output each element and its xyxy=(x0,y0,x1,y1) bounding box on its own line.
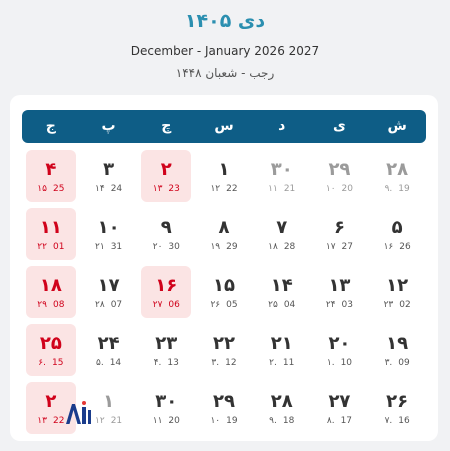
secondary-dates xyxy=(141,416,191,426)
secondary-dates xyxy=(372,184,422,194)
jalali-day-number: ۲۹ xyxy=(328,159,351,180)
day-cell[interactable] xyxy=(315,324,365,376)
hijri-day-number: ۲۴ xyxy=(325,300,336,310)
gregorian-day-number: 21 xyxy=(110,416,123,426)
gregorian-day-number: 30 xyxy=(168,242,180,252)
weekday-label: چ xyxy=(161,118,172,134)
hijri-day-number: ۱۳ xyxy=(152,184,163,194)
day-cell[interactable] xyxy=(141,324,191,376)
gregorian-day-number: 08 xyxy=(52,300,65,310)
jalali-day-number: ۲ xyxy=(45,391,57,412)
jalali-day-number: ۱۷ xyxy=(97,275,120,296)
gregorian-day-number: 14 xyxy=(109,358,122,368)
day-cell-holiday[interactable] xyxy=(141,266,191,318)
weekday-label: س xyxy=(214,118,234,134)
secondary-dates xyxy=(372,358,422,368)
hijri-day-number: ۹. xyxy=(384,184,393,194)
secondary-dates xyxy=(372,242,422,252)
day-cell[interactable] xyxy=(315,150,365,202)
hijri-day-number: ۳. xyxy=(384,358,393,368)
hijri-day-number: ۲۸ xyxy=(95,300,105,310)
gregorian-day-number: 19 xyxy=(226,416,238,426)
hijri-day-number: ۶. xyxy=(38,358,46,368)
hijri-day-number: ۲۵ xyxy=(268,300,278,310)
jalali-day-number: ۸ xyxy=(218,217,230,238)
secondary-dates xyxy=(372,416,422,426)
jalali-day-number: ۱۰ xyxy=(97,217,120,238)
jalali-day-number: ۲۳ xyxy=(155,333,178,354)
day-cell[interactable] xyxy=(257,208,307,260)
gregorian-day-number: 26 xyxy=(399,242,411,252)
jalali-day-number: ۱۵ xyxy=(213,275,235,296)
gregorian-day-number: 23 xyxy=(168,184,180,194)
day-cell[interactable] xyxy=(199,382,249,434)
gregorian-day-number: 27 xyxy=(341,242,353,252)
secondary-dates xyxy=(315,184,365,194)
gregorian-day-number: 11 xyxy=(282,358,295,368)
gregorian-day-number: 01 xyxy=(52,242,65,252)
jalali-day-number: ۲۶ xyxy=(386,391,409,412)
day-cell[interactable] xyxy=(372,266,422,318)
hijri-day-number: ۱۵ xyxy=(37,184,47,194)
day-cell[interactable] xyxy=(84,266,134,318)
secondary-dates xyxy=(26,184,76,194)
logo-icon xyxy=(62,398,94,430)
gregorian-day-number: 19 xyxy=(398,184,410,194)
hijri-day-number: ۱۹ xyxy=(210,242,221,252)
hijri-day-number: ۱۴ xyxy=(95,184,105,194)
gregorian-day-number: 16 xyxy=(398,416,410,426)
secondary-dates xyxy=(315,358,365,368)
jalali-day-number: ۳۰ xyxy=(155,391,178,412)
hijri-day-number: ۱۱ xyxy=(268,184,278,194)
gregorian-day-number: 09 xyxy=(398,358,410,368)
day-cell-holiday[interactable] xyxy=(26,208,76,260)
gregorian-day-number: 20 xyxy=(168,416,180,426)
jalali-day-number: ۱۱ xyxy=(39,217,62,238)
hijri-day-number: ۲۲ xyxy=(37,242,47,252)
hijri-day-number: ۱۰ xyxy=(210,416,221,426)
day-cell[interactable] xyxy=(257,382,307,434)
secondary-dates xyxy=(257,416,307,426)
gregorian-day-number: 28 xyxy=(283,242,296,252)
jalali-day-number: ۲۷ xyxy=(328,391,351,412)
secondary-dates xyxy=(315,300,365,310)
jalali-day-number: ۱ xyxy=(103,391,115,412)
day-cell[interactable] xyxy=(257,266,307,318)
gregorian-day-number: 18 xyxy=(282,416,295,426)
hijri-day-number: ۴. xyxy=(153,358,162,368)
secondary-dates xyxy=(199,184,249,194)
gregorian-day-number: 10 xyxy=(340,358,353,368)
jalali-day-number: ۲ xyxy=(160,159,172,180)
weekday-label: ج xyxy=(45,118,56,134)
day-cell-holiday[interactable] xyxy=(26,324,76,376)
hijri-day-number: ۲۳ xyxy=(383,300,394,310)
secondary-dates xyxy=(315,242,365,252)
day-cell[interactable] xyxy=(372,382,422,434)
jalali-day-number: ۶ xyxy=(333,217,345,238)
day-cell[interactable] xyxy=(141,208,191,260)
secondary-dates xyxy=(84,358,134,368)
weekday-label: ی xyxy=(333,118,346,134)
hijri-day-number: ۳. xyxy=(211,358,220,368)
gregorian-day-number: 03 xyxy=(341,300,353,310)
jalali-day-number: ۴ xyxy=(45,159,57,180)
gregorian-day-number: 12 xyxy=(225,358,237,368)
calendar-header xyxy=(0,0,450,92)
weekday-label: ش xyxy=(387,118,407,134)
day-cell[interactable] xyxy=(315,266,365,318)
secondary-dates xyxy=(141,300,191,310)
day-cell[interactable] xyxy=(315,208,365,260)
secondary-dates xyxy=(84,184,134,194)
gregorian-day-number: 04 xyxy=(283,300,296,310)
secondary-dates xyxy=(84,300,134,310)
hijri-day-number: ۲۰ xyxy=(152,242,163,252)
secondary-dates xyxy=(26,358,76,368)
hijri-day-number: ۲. xyxy=(269,358,277,368)
secondary-dates xyxy=(141,184,191,194)
weekday-header-bar xyxy=(22,110,426,143)
hijri-day-number: ۱۰ xyxy=(325,184,336,194)
hijri-day-number: ۱۳ xyxy=(37,416,47,426)
day-cell[interactable] xyxy=(84,150,134,202)
secondary-dates xyxy=(315,416,365,426)
calendar-card xyxy=(10,95,438,441)
hijri-day-number: ۱۲ xyxy=(95,416,105,426)
hijri-day-number: ۱۸ xyxy=(268,242,278,252)
hijri-day-number: ۲۹ xyxy=(37,300,47,310)
secondary-dates xyxy=(372,300,422,310)
secondary-dates xyxy=(26,242,76,252)
gregorian-month-range: December - January 2026 2027 xyxy=(130,44,320,58)
hijri-day-number: ۲۱ xyxy=(95,242,105,252)
jalali-day-number: ۲۱ xyxy=(270,333,293,354)
jalali-day-number: ۵ xyxy=(391,217,403,238)
jalali-day-number: ۱ xyxy=(218,159,230,180)
day-cell[interactable] xyxy=(257,150,307,202)
hijri-day-number: ۷. xyxy=(384,416,393,426)
secondary-dates xyxy=(141,358,191,368)
jalali-day-number: ۲۸ xyxy=(386,159,409,180)
jalali-day-number: ۹ xyxy=(160,217,172,238)
gregorian-day-number: 31 xyxy=(110,242,123,252)
jalali-day-number: ۱۴ xyxy=(270,275,293,296)
weekday-label: د xyxy=(278,118,286,134)
secondary-dates xyxy=(199,300,249,310)
day-cell[interactable] xyxy=(199,324,249,376)
jalali-day-number: ۲۸ xyxy=(270,391,293,412)
secondary-dates xyxy=(257,184,307,194)
day-cell[interactable] xyxy=(372,150,422,202)
day-cell[interactable] xyxy=(84,208,134,260)
secondary-dates xyxy=(257,300,307,310)
hijri-day-number: ۸. xyxy=(326,416,335,426)
gregorian-day-number: 29 xyxy=(226,242,238,252)
weekday-label: پ xyxy=(101,118,116,134)
gregorian-day-number: 22 xyxy=(52,416,65,426)
jalali-day-number: ۱۳ xyxy=(328,275,351,296)
hijri-day-number: ۱. xyxy=(326,358,335,368)
secondary-dates xyxy=(199,242,249,252)
day-cell[interactable] xyxy=(199,208,249,260)
gregorian-day-number: 07 xyxy=(110,300,123,310)
jalali-day-number: ۲۰ xyxy=(328,333,351,354)
secondary-dates xyxy=(199,416,249,426)
day-cell[interactable] xyxy=(141,382,191,434)
secondary-dates xyxy=(257,358,307,368)
secondary-dates xyxy=(26,300,76,310)
jalali-day-number: ۲۲ xyxy=(213,333,235,354)
day-cell-holiday[interactable] xyxy=(141,150,191,202)
secondary-dates xyxy=(84,242,134,252)
secondary-dates xyxy=(199,358,249,368)
jalali-day-number: ۱۶ xyxy=(155,275,178,296)
secondary-dates xyxy=(141,242,191,252)
jalali-day-number: ۳ xyxy=(103,159,115,180)
hijri-day-number: ۱۷ xyxy=(325,242,336,252)
day-cell-holiday[interactable] xyxy=(26,266,76,318)
jalali-day-number: ۱۹ xyxy=(386,333,409,354)
day-cell[interactable] xyxy=(199,266,249,318)
gregorian-day-number: 06 xyxy=(168,300,180,310)
gregorian-day-number: 24 xyxy=(110,184,123,194)
hijri-day-number: ۱۲ xyxy=(210,184,221,194)
day-cell[interactable] xyxy=(257,324,307,376)
hijri-day-number: ۱۶ xyxy=(383,242,394,252)
gregorian-day-number: 22 xyxy=(226,184,238,194)
day-cell[interactable] xyxy=(315,382,365,434)
day-cell[interactable] xyxy=(84,324,134,376)
gregorian-day-number: 15 xyxy=(51,358,64,368)
hijri-month-range: رجب - شعبان ۱۴۴۸ xyxy=(175,66,275,80)
gregorian-day-number: 20 xyxy=(341,184,353,194)
hijri-day-number: ۵. xyxy=(96,358,104,368)
jalali-day-number: ۲۵ xyxy=(39,333,62,354)
jalali-day-number: ۷ xyxy=(276,217,288,238)
gregorian-day-number: 13 xyxy=(167,358,179,368)
hijri-day-number: ۲۶ xyxy=(210,300,221,310)
calendar-grid xyxy=(22,147,426,437)
day-cell[interactable] xyxy=(199,150,249,202)
day-cell[interactable] xyxy=(372,324,422,376)
gregorian-day-number: 17 xyxy=(340,416,353,426)
month-title: دی ۱۴۰۵ xyxy=(184,10,266,32)
jalali-day-number: ۱۸ xyxy=(39,275,62,296)
jalali-day-number: ۳۰ xyxy=(270,159,293,180)
secondary-dates xyxy=(257,242,307,252)
jalali-day-number: ۲۴ xyxy=(97,333,120,354)
gregorian-day-number: 02 xyxy=(399,300,411,310)
hijri-day-number: ۱۱ xyxy=(152,416,163,426)
jalali-day-number: ۲۹ xyxy=(213,391,235,412)
gregorian-day-number: 25 xyxy=(52,184,65,194)
hijri-day-number: ۹. xyxy=(269,416,277,426)
day-cell-holiday[interactable] xyxy=(26,150,76,202)
jalali-day-number: ۱۲ xyxy=(386,275,409,296)
hijri-day-number: ۲۷ xyxy=(152,300,163,310)
gregorian-day-number: 21 xyxy=(283,184,296,194)
gregorian-day-number: 05 xyxy=(226,300,238,310)
day-cell[interactable] xyxy=(372,208,422,260)
